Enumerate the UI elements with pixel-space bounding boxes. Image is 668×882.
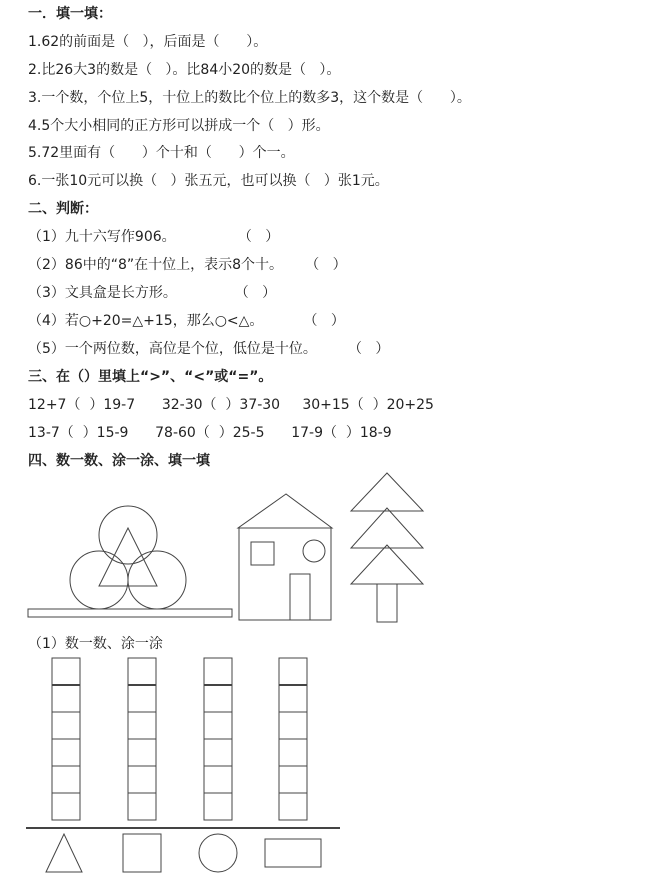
judge-item-1: （1）九十六写作906。 （ ） [28,229,280,245]
house-door [290,574,310,620]
column-3 [204,658,232,820]
sub-question-label: （1）数一数、涂一涂 [28,636,163,652]
triangle-icon [46,834,82,872]
square-icon [123,834,161,872]
counting-chart [24,654,344,878]
rectangle-icon [265,839,321,867]
fill-item-2: 2.比26大3的数是（ ）。比84小20的数是（ ）。 [28,62,341,78]
judge-item-3: （3）文具盒是长方形。 （ ） [28,285,277,301]
house-window-circle [303,540,325,562]
fill-item-5: 5.72里面有（ ）个十和（ ）个一。 [28,145,295,161]
tree-top-triangle [351,473,423,511]
top-circle [99,506,157,564]
fill-item-6: 6.一张10元可以换（ ）张五元，也可以换（ ）张1元。 [28,173,389,189]
base-board [28,609,232,617]
tree-middle-triangle [351,508,423,548]
house-figure [236,492,336,624]
house-window-square [251,542,274,565]
section1-heading: 一．填一填： [28,6,112,22]
judge-item-5: （5）一个两位数，高位是个位，低位是十位。 （ ） [28,341,390,357]
house-roof [238,494,332,528]
section4-heading: 四、数一数、涂一涂、填一填 [28,453,210,469]
fill-item-1: 1.62的前面是（ ），后面是（ ）。 [28,34,268,50]
left-circle [70,551,128,609]
right-circle [128,551,186,609]
compare-row-1: 12+7（ ）19-7 32-30（ ）37-30 30+15（ ）20+25 [28,397,434,413]
tree-bottom-triangle [351,545,423,584]
column-1 [52,658,80,820]
compare-row-2: 13-7（ ）15-9 78-60（ ）25-5 17-9（ ）18-9 [28,425,392,441]
circles-figure [26,494,238,622]
fill-item-4: 4.5个大小相同的正方形可以拼成一个（ ）形。 [28,118,330,134]
tree-trunk [377,584,397,622]
tree-figure [346,470,430,624]
section3-heading: 三、在（）里填上“>”、“<”或“=”。 [28,369,273,385]
judge-item-4: （4）若○+20=△+15，那么○<△。 （ ） [28,313,345,329]
column-4 [279,658,307,820]
column-2 [128,658,156,820]
fill-item-3: 3.一个数，个位上5，十位上的数比个位上的数多3，这个数是（ ）。 [28,90,471,106]
section2-heading: 二、判断： [28,201,98,217]
judge-item-2: （2）86中的“8”在十位上，表示8个十。 （ ） [28,257,347,273]
circle-icon [199,834,237,872]
